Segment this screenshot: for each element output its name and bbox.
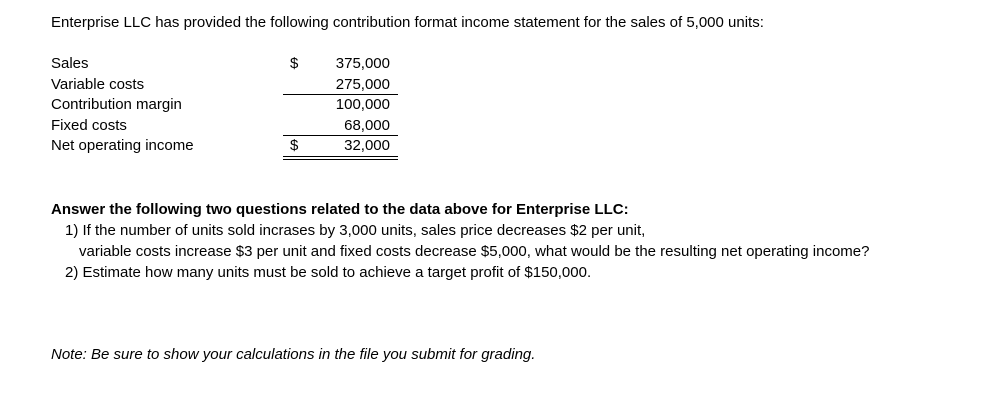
row-label-net-operating-income: Net operating income [51, 137, 194, 154]
row-amount-net-operating-income: 32,000 [344, 137, 390, 154]
intro-text: Enterprise LLC has provided the following contribution format income statement for the sales of 5,000 units: [51, 14, 764, 31]
row-amount-variable-costs: 275,000 [335, 76, 390, 93]
question-1-line-1: 1) If the number of units sold incrases by 3,000 units, sales price decreases $2 per unit, [65, 222, 646, 239]
row-label-fixed-costs: Fixed costs [51, 117, 127, 134]
question-2: 2) Estimate how many units must be sold to achieve a target profit of $150,000. [65, 264, 592, 281]
row-dollar-net-operating-income: $ [290, 137, 299, 154]
questions-heading: Answer the following two questions related to the data above for Enterprise LLC: [51, 201, 629, 218]
row-dollar-sales: $ [290, 55, 299, 72]
row-label-sales: Sales [51, 55, 89, 72]
total-double-rule-bottom [283, 159, 398, 160]
row-amount-fixed-costs: 68,000 [344, 117, 390, 134]
subtotal-rule [283, 94, 398, 95]
row-label-contribution-margin: Contribution margin [51, 96, 182, 113]
grading-note: Note: Be sure to show your calculations in the file you submit for grading. [51, 346, 536, 363]
row-label-variable-costs: Variable costs [51, 76, 145, 93]
total-double-rule-top [283, 156, 398, 157]
row-amount-sales: 375,000 [335, 55, 390, 72]
question-1-line-2: variable costs increase $3 per unit and fixed costs decrease $5,000, what would be the resulting net operating income? [79, 243, 870, 260]
row-amount-contribution-margin: 100,000 [335, 96, 390, 113]
subtotal-rule-2 [283, 135, 398, 136]
